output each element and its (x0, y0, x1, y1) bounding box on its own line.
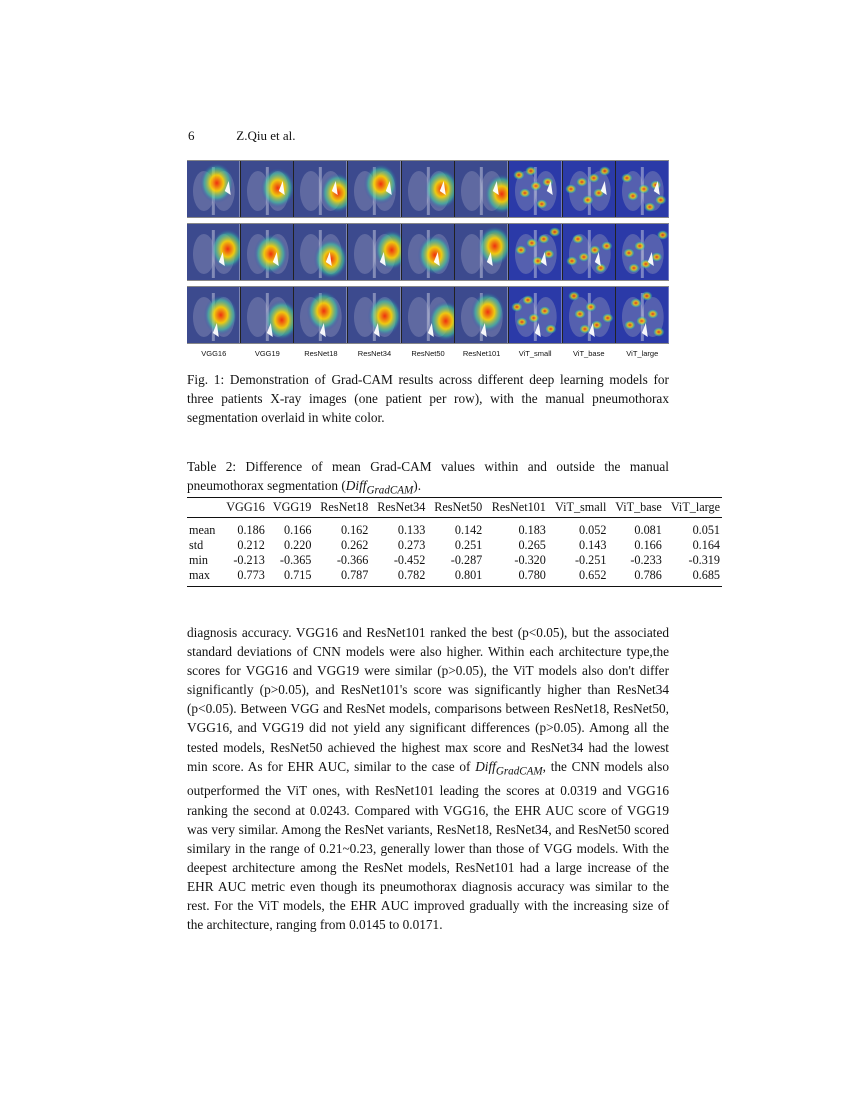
model-label: ViT_large (626, 349, 659, 358)
table-cell: -0.251 (574, 553, 607, 567)
gradcam-thumbnail (616, 161, 669, 217)
table-cell: -0.287 (450, 553, 483, 567)
table-header-cell: ResNet34 (370, 498, 427, 518)
gradcam-thumbnail (455, 287, 509, 343)
table-cell: -0.213 (233, 553, 265, 567)
model-label: ViT_base (572, 349, 605, 358)
table-cell: -0.320 (514, 553, 546, 567)
table-cell: 0.186 (237, 523, 265, 537)
table-cell: -0.365 (279, 553, 312, 567)
gradcam-thumbnail (509, 224, 563, 280)
gradcam-thumbnail (616, 287, 669, 343)
gradcam-thumbnail (563, 224, 617, 280)
table-cell: 0.052 (579, 523, 607, 537)
table-cell: 0.142 (454, 523, 483, 537)
figure-caption: Fig. 1: Demonstration of Grad-CAM results across different deep learning models for three patients X-ray images (one patient per row), with the manual pneumothorax segmentation overlaid in white color. (187, 372, 669, 425)
table-cell: 0.051 (692, 523, 720, 537)
gradcam-thumbnail (187, 161, 241, 217)
gradcam-thumbnail (402, 161, 456, 217)
gradcam-thumbnail (563, 287, 617, 343)
xray-row (187, 286, 669, 344)
table-cell: 0.786 (634, 568, 662, 582)
table-row (187, 518, 722, 539)
running-title: Z.Qiu et al. (236, 128, 296, 143)
table-cell: 0.262 (340, 538, 369, 552)
page-number: 6 (188, 128, 195, 143)
table-cell: -0.366 (336, 553, 369, 567)
table-header-cell: VGG16 (220, 498, 267, 518)
xray-row (187, 223, 669, 281)
table-cell: 0.081 (634, 523, 662, 537)
gradcam-thumbnail (294, 287, 348, 343)
gradcam-thumbnail (348, 287, 402, 343)
table-header-cell: ResNet101 (484, 498, 548, 518)
gradcam-thumbnail (241, 161, 295, 217)
xray-grid (187, 160, 669, 344)
table-cell: 0.166 (283, 523, 312, 537)
model-label: ResNet50 (411, 349, 445, 358)
table-cell: 0.773 (237, 568, 265, 582)
table-header-cell: ResNet50 (427, 498, 484, 518)
table-cell: 0.212 (237, 538, 265, 552)
model-label: ResNet101 (462, 349, 501, 358)
table-row (187, 568, 722, 587)
gradcam-figure (187, 160, 669, 358)
gradcam-thumbnail (187, 224, 241, 280)
gradcam-thumbnail (241, 287, 295, 343)
table-cell: max (189, 568, 210, 582)
body-paragraph: diagnosis accuracy. VGG16 and ResNet101 ranked the best (p<0.05), but the associated standard deviations of CNN models were also higher. Within each architecture type,the scores for VGG16 and VGG19 were similar (p>0.05), the ViT models also don't differ significantly (p>0.05), and ResNet101's score was significantly higher than ResNet34 (p<0.05). Between VGG and ResNet models, comparisons between ResNet18, ResNet50, VGG16, and VGG19 did not yield any significant differences (p>0.05). Among all the tested models, ResNet50 achieved the highest max score and ResNet34 had the lowest min score. As for EHR AUC, similar to the case of Diff$_{GradCAM}$, the CNN models also outperformed the ViT ones, with ResNet101 leading the scores at 0.0319 and VGG16 ranking the second at 0.0243. Compared with VGG16, the EHR AUC score of VGG19 was very similar. Among the ResNet variants, ResNet18, ResNet34, and ResNet50 scored similary in the range of 0.21~0.23, generally lower than those of VGG models. With the deepest architecture among the ResNet models, ResNet101 had a large increase of the EHR AUC metric even though its pneumothorax diagnosis accuracy was similar to the rest. For the ViT models, the EHR AUC improved gradually with the increasing size of the architecture, ranging from 0.0145 to 0.0171. (187, 625, 669, 933)
page-header (188, 128, 295, 144)
table-cell: 0.782 (397, 568, 426, 582)
gradcam-thumbnail (241, 224, 295, 280)
table-cell: 0.801 (454, 568, 483, 582)
model-label: ViT_small (518, 349, 552, 358)
gradcam-thumbnail (187, 287, 241, 343)
table-cell: 0.162 (340, 523, 369, 537)
table-cell: 0.143 (579, 538, 607, 552)
table-cell: 0.780 (518, 568, 546, 582)
table-row (187, 538, 722, 553)
table-cell: 0.251 (454, 538, 483, 552)
table-cell: 0.133 (397, 523, 426, 537)
model-label: ResNet18 (304, 349, 338, 358)
table-cell: 0.164 (692, 538, 720, 552)
table-cell: 0.166 (634, 538, 662, 552)
gradcam-thumbnail (348, 224, 402, 280)
gradcam-thumbnail (294, 161, 348, 217)
table-cell: 0.220 (283, 538, 312, 552)
table-row (187, 553, 722, 568)
table-header-cell: ViT_small (548, 498, 609, 518)
model-label: VGG16 (201, 349, 227, 358)
gradcam-thumbnail (563, 161, 617, 217)
model-label: ResNet34 (357, 349, 392, 358)
table-cell: -0.452 (393, 553, 426, 567)
table-cell: 0.183 (518, 523, 546, 537)
table-header-cell: ViT_base (608, 498, 663, 518)
gradcam-thumbnail (402, 287, 456, 343)
table-cell: -0.319 (688, 553, 720, 567)
table-caption: Table 2: Difference of mean Grad-CAM values within and outside the manual pneumothorax segmentation (Diff$_{GradCAM}$). (187, 459, 669, 497)
gradcam-thumbnail (348, 161, 402, 217)
model-label: VGG19 (254, 349, 280, 358)
table-cell: mean (189, 523, 216, 537)
gradcam-thumbnail (509, 287, 563, 343)
table-cell: 0.265 (518, 538, 546, 552)
gradcam-thumbnail (455, 161, 509, 217)
table-cell: -0.233 (630, 553, 662, 567)
table-cell: 0.273 (397, 538, 426, 552)
table-header-cell: ResNet18 (313, 498, 370, 518)
table-header-cell: VGG19 (267, 498, 314, 518)
xray-row (187, 160, 669, 218)
table-cell: std (189, 538, 204, 552)
table-cell: 0.787 (340, 568, 369, 582)
gradcam-thumbnail (455, 224, 509, 280)
table-cell: 0.715 (283, 568, 312, 582)
gradcam-thumbnail (402, 224, 456, 280)
table-header-cell (187, 498, 220, 518)
table-cell: 0.685 (692, 568, 720, 582)
table-cell: 0.652 (579, 568, 607, 582)
gradcam-table (187, 497, 722, 587)
table-cell: min (189, 553, 208, 567)
gradcam-thumbnail (616, 224, 669, 280)
table-header-cell: ViT_large (664, 498, 722, 518)
gradcam-thumbnail (509, 161, 563, 217)
model-labels (187, 349, 669, 358)
gradcam-thumbnail (294, 224, 348, 280)
